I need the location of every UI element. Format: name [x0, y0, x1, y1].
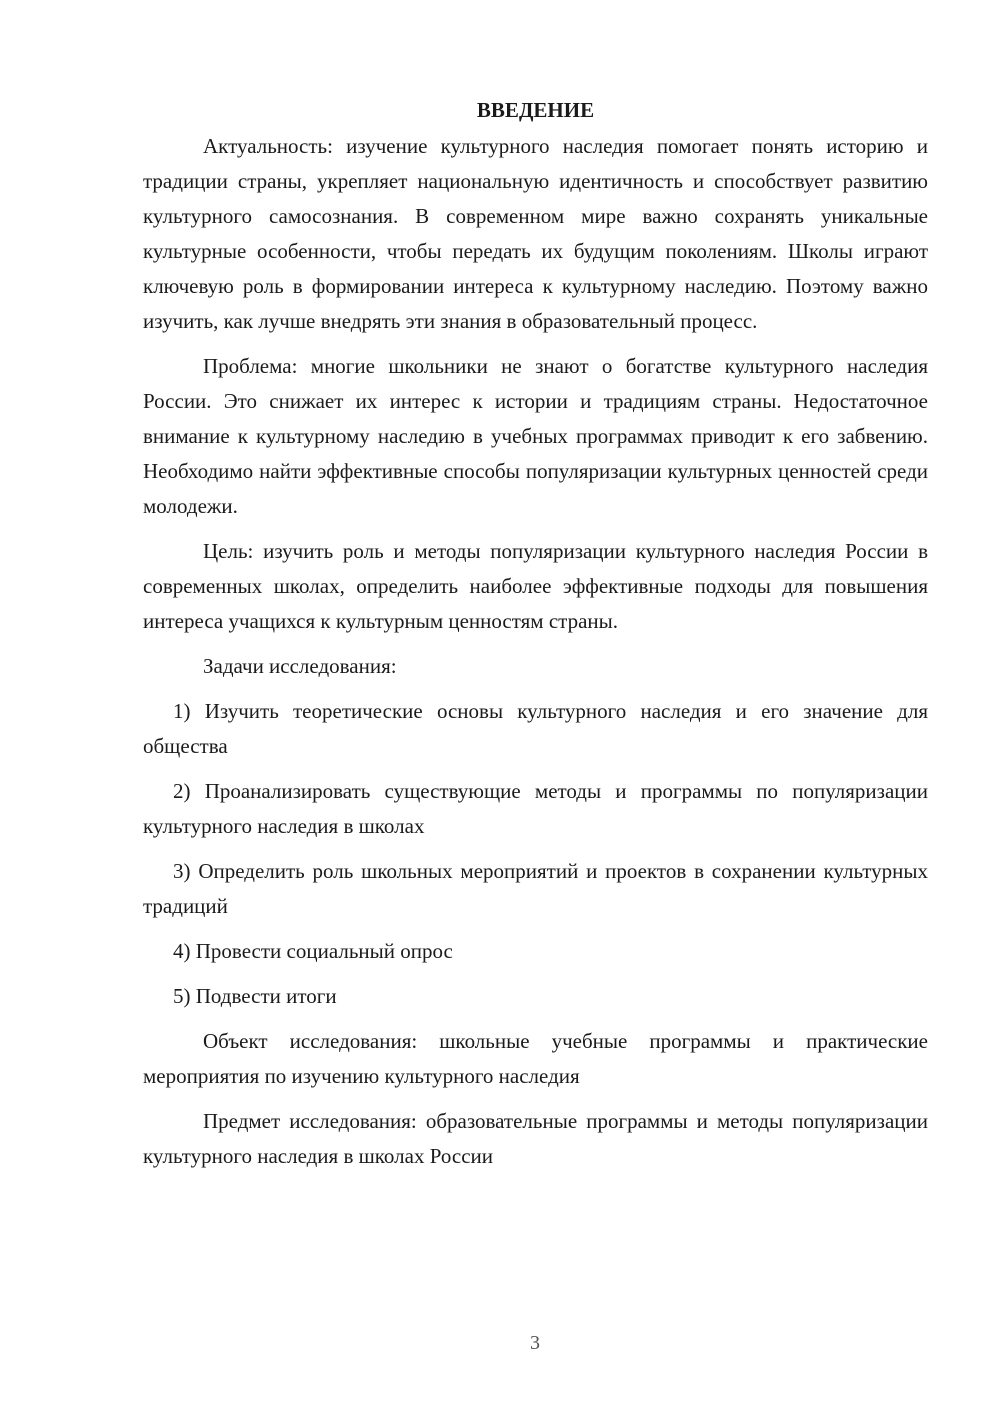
page-number: 3	[530, 1332, 540, 1354]
list-item: 2) Проанализировать существующие методы и программы по популяризации культурного наследия в школах	[143, 779, 928, 838]
tasks-list	[143, 694, 928, 1014]
page-content	[143, 93, 928, 1174]
list-item: 1) Изучить теоретические основы культурного наследия и его значение для общества	[143, 699, 928, 758]
object-paragraph: Объект исследования: школьные учебные программы и практические мероприятия по изучению культурного наследия	[143, 1029, 928, 1088]
page-title: ВВЕДЕНИЕ	[476, 98, 595, 122]
list-item: 5) Подвести итоги	[173, 984, 337, 1008]
list-item: 3) Определить роль школьных мероприятий и проектов в сохранении культурных традиций	[143, 859, 928, 918]
tasks-heading: Задачи исследования:	[203, 654, 397, 678]
list-item: 4) Провести социальный опрос	[173, 939, 453, 963]
relevance-paragraph: Актуальность: изучение культурного наследия помогает понять историю и традиции страны, укрепляет национальную идентичность и способствует развитию культурного самосознания. В современном мире важно сохранять уникальные культурные особенности, чтобы передать их будущим поколениям. Школы играют ключевую роль в формировании интереса к культурному наследию. Поэтому важно изучить, как лучше внедрять эти знания в образовательный процесс.	[143, 134, 928, 333]
goal-paragraph: Цель: изучить роль и методы популяризации культурного наследия России в современных школах, определить наиболее эффективные подходы для повышения интереса учащихся к культурным ценностям страны.	[143, 539, 928, 633]
problem-paragraph: Проблема: многие школьники не знают о богатстве культурного наследия России. Это снижает их интерес к истории и традициям страны. Недостаточное внимание к культурному наследию в учебных программах приводит к его забвению. Необходимо найти эффективные способы популяризации культурных ценностей среди молодежи.	[143, 354, 928, 518]
subject-paragraph: Предмет исследования: образовательные программы и методы популяризации культурного наследия в школах России	[143, 1109, 928, 1168]
